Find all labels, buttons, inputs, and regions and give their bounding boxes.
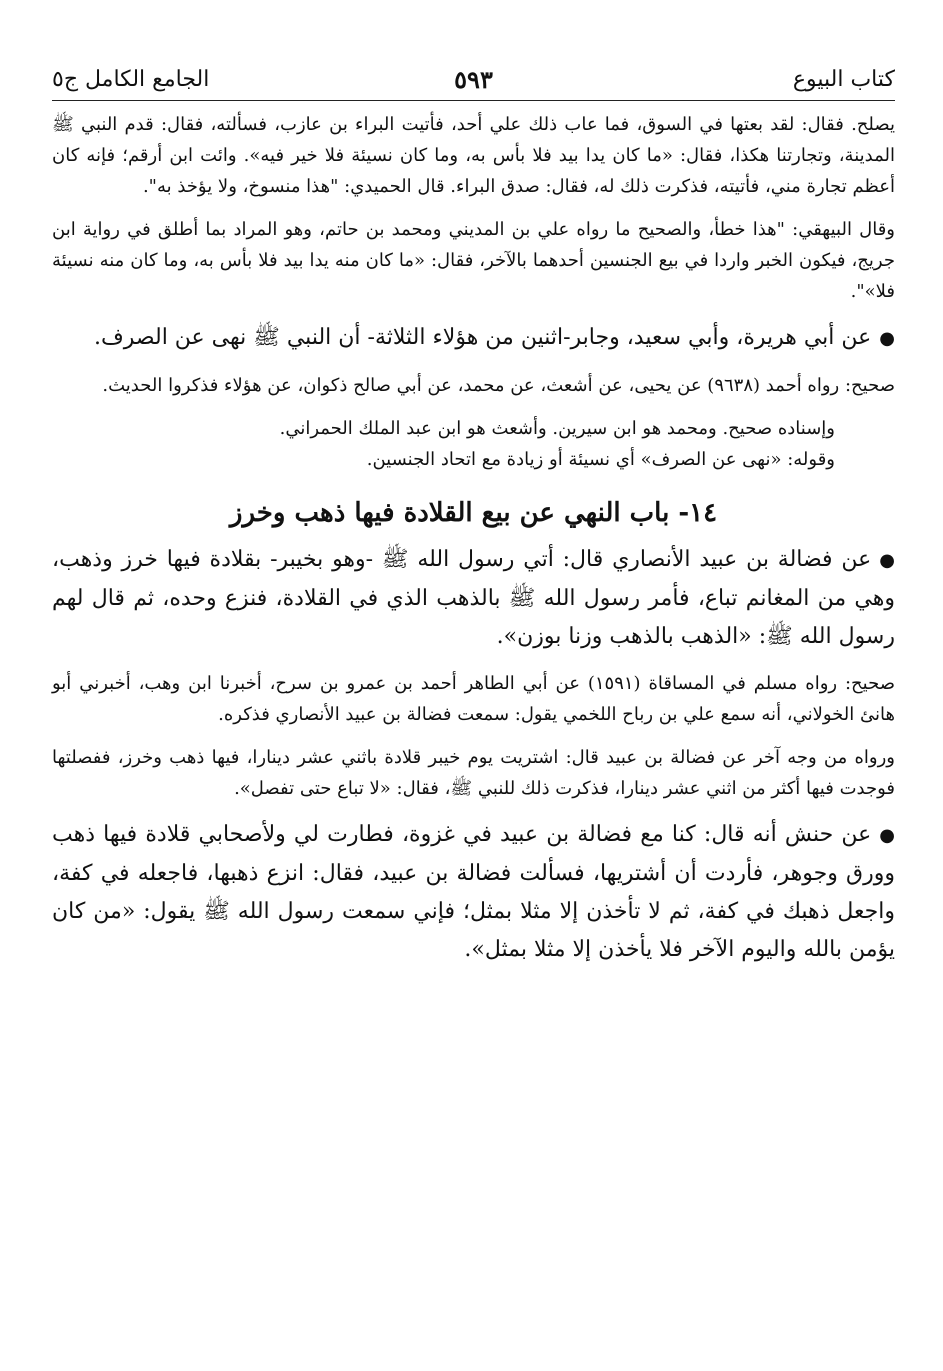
bullet-icon: ●	[879, 328, 895, 349]
paragraph-bayhaqi: وقال البيهقي: "هذا خطأ، والصحيح ما رواه علي بن المديني ومحمد بن حاتم، وهو المراد بما أطلق في رواية ابن جريج، فيكون الخبر واردا في بيع الجنسين أحدهما بالآخر، فقال: «ما كان منه يدا بيد فلا بأس به، وما كان منه نسيئة فلا»".	[52, 219, 895, 302]
chapter-heading: ١٤- باب النهي عن بيع القلادة فيها ذهب وخرز	[229, 498, 718, 528]
hadith-hanash	[52, 816, 895, 969]
note-explanation: وقوله: «نهى عن الصرف» أي نسيئة أو زيادة مع اتحاد الجنسين.	[366, 449, 835, 470]
book-page	[52, 52, 895, 981]
hadith-sarf	[52, 319, 895, 358]
page-number: ٥٩٣	[454, 65, 493, 94]
book-volume-title: الجامع الكامل ج٥	[52, 67, 210, 92]
running-header	[52, 52, 895, 101]
page-content	[52, 101, 895, 969]
book-section-title: كتاب البيوع	[792, 67, 895, 92]
hadith-hanash-text: عن حنش أنه قال: كنا مع فضالة بن عبيد في غزوة، فطارت لي ولأصحابي قلادة فيها ذهب وورق وجوهر، فأردت أن أشتريها، فسألت فضالة بن عبيد، فقال: انزع ذهبها، فاجعله في كفة، واجعل ذهبك في كفة، ثم لا تأخذن إلا مثلا بمثل؛ فإني سمعت رسول الله ﷺ يقول: «من كان يؤمن بالله واليوم الآخر فلا يأخذن إلا مثلا بمثل».	[52, 822, 895, 962]
commentary-fadala-variant: ورواه من وجه آخر عن فضالة بن عبيد قال: اشتريت يوم خيبر قلادة باثني عشر دينارا، فيها ذهب وخرز، ففصلتها فوجدت فيها أكثر من اثني عشر دينارا، فذكرت ذلك للنبي ﷺ، فقال: «لا تباع حتى تفصل».	[52, 747, 895, 799]
note-isnad: وإسناده صحيح. ومحمد هو ابن سيرين. وأشعث هو ابن عبد الملك الحمراني.	[279, 418, 835, 439]
bullet-icon: ●	[879, 550, 895, 571]
hadith-fadala-text: عن فضالة بن عبيد الأنصاري قال: أتي رسول الله ﷺ -وهو بخيبر- بقلادة فيها خرز وذهب، وهي من المغانم تباع، فأمر رسول الله ﷺ بالذهب الذي في القلادة، فنزع وحده، ثم قال لهم رسول الله ﷺ: «الذهب بالذهب وزنا بوزن».	[52, 547, 895, 649]
hadith-sarf-text: عن أبي هريرة، وأبي سعيد، وجابر-اثنين من هؤلاء الثلاثة- أن النبي ﷺ نهى عن الصرف.	[93, 325, 872, 350]
hadith-fadala	[52, 541, 895, 656]
bullet-icon: ●	[879, 825, 895, 846]
commentary-fadala-grading: صحيح: رواه مسلم في المساقاة (١٥٩١) عن أبي الطاهر أحمد بن عمرو بن سرح، أخبرنا ابن وهب، أخبرني أبو هانئ الخولاني، أنه سمع علي بن رباح اللخمي يقول: سمعت فضالة بن عبيد الأنصاري فذكره.	[52, 673, 895, 725]
commentary-sarf-grading: صحيح: رواه أحمد (٩٦٣٨) عن يحيى، عن أشعث، عن محمد، عن أبي صالح ذكوان، عن هؤلاء فذكروا الحديث.	[102, 375, 895, 396]
paragraph-continued: يصلح. فقال: لقد بعتها في السوق، فما عاب ذلك علي أحد، فأتيت البراء بن عازب، فسألته، فقال: قدم النبي ﷺ المدينة، وتجارتنا هكذا، فقال: «ما كان يدا بيد فلا بأس به، وما كان نسيئة فلا خير فيه». وائت ابن أرقم؛ فإنه كان أعظم تجارة مني، فأتيته، فذكرت ذلك له، فقال: صدق البراء. قال الحميدي: "هذا منسوخ، ولا يؤخذ به".	[52, 114, 895, 197]
